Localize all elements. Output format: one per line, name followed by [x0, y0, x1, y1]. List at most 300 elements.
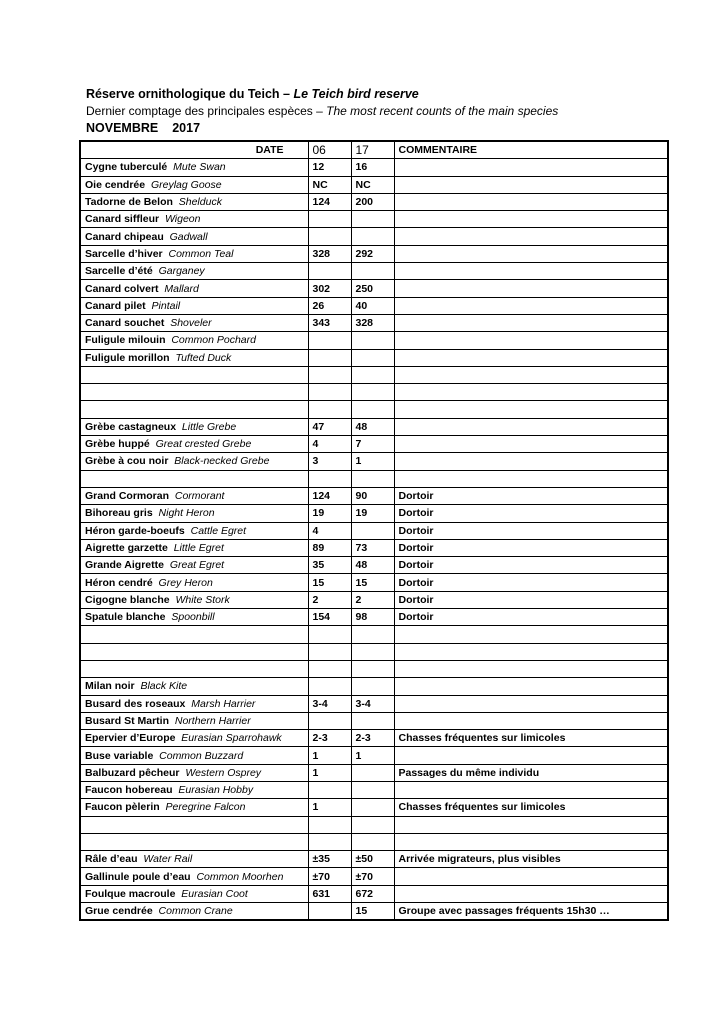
count-day-1: 343 — [308, 314, 351, 331]
species-cell — [80, 885, 308, 902]
table-row — [80, 470, 668, 487]
subtitle-separator: – — [312, 104, 327, 118]
count-day-1: 89 — [308, 539, 351, 556]
species-name-fr: Canard souchet — [85, 317, 165, 330]
comment-cell — [394, 678, 668, 695]
species-name-en: Eurasian Sparrohawk — [181, 732, 282, 745]
comment-cell — [394, 401, 668, 418]
count-day-2: ±50 — [351, 851, 394, 868]
table-row — [80, 280, 668, 297]
comment-cell — [394, 332, 668, 349]
table-row — [80, 764, 668, 781]
comment-cell — [394, 643, 668, 660]
species-name-en: Common Buzzard — [159, 749, 244, 762]
table-row — [80, 747, 668, 764]
comment-cell — [394, 297, 668, 314]
count-day-1 — [308, 903, 351, 921]
table-row — [80, 176, 668, 193]
comment-cell — [394, 349, 668, 366]
count-day-2: ±70 — [351, 868, 394, 885]
table-row — [80, 211, 668, 228]
comment-cell — [394, 781, 668, 798]
count-day-1 — [308, 816, 351, 833]
count-day-1: 12 — [308, 159, 351, 176]
species-cell — [80, 851, 308, 868]
count-period — [86, 120, 558, 137]
comment-cell — [394, 833, 668, 850]
species-name-en: Spoonbill — [171, 611, 215, 624]
table-row — [80, 574, 668, 591]
table-row — [80, 609, 668, 626]
table-row — [80, 193, 668, 210]
count-day-1 — [308, 626, 351, 643]
species-name-en: Black Kite — [140, 680, 188, 693]
comment-cell: Dortoir — [394, 539, 668, 556]
count-day-2 — [351, 799, 394, 816]
count-day-1: 3 — [308, 453, 351, 470]
species-name-fr: Milan noir — [85, 680, 135, 693]
count-day-1: 328 — [308, 245, 351, 262]
count-day-2 — [351, 349, 394, 366]
species-name-fr: Fuligule milouin — [85, 334, 166, 347]
species-name-en: Great crested Grebe — [155, 438, 252, 451]
species-cell — [80, 574, 308, 591]
table-row — [80, 453, 668, 470]
species-name-fr: Héron cendré — [85, 576, 153, 589]
species-name-fr: Tadorne de Belon — [85, 196, 173, 209]
species-cell — [80, 695, 308, 712]
species-name-en: Shoveler — [170, 317, 212, 330]
species-name-fr: Balbuzard pêcheur — [85, 766, 180, 779]
species-name-en: Shelduck — [178, 196, 222, 209]
count-day-1: 15 — [308, 574, 351, 591]
count-day-1: 47 — [308, 418, 351, 435]
species-cell — [80, 193, 308, 210]
species-cell — [80, 487, 308, 504]
species-cell — [80, 245, 308, 262]
count-day-1 — [308, 349, 351, 366]
comment-cell — [394, 366, 668, 383]
species-cell — [80, 159, 308, 176]
species-cell — [80, 470, 308, 487]
comment-cell — [394, 436, 668, 453]
count-day-1: 1 — [308, 764, 351, 781]
document-header — [86, 86, 558, 137]
species-name-en: Eurasian Hobby — [178, 784, 254, 797]
bird-count-table — [79, 140, 669, 921]
table-row — [80, 487, 668, 504]
species-cell — [80, 626, 308, 643]
species-cell — [80, 280, 308, 297]
count-day-1: 1 — [308, 799, 351, 816]
comment-cell — [394, 228, 668, 245]
species-name-fr: Sarcelle d’hiver — [85, 247, 163, 260]
count-day-2 — [351, 228, 394, 245]
table-row — [80, 366, 668, 383]
species-cell — [80, 436, 308, 453]
species-cell — [80, 522, 308, 539]
count-day-2: 19 — [351, 505, 394, 522]
species-cell — [80, 297, 308, 314]
species-cell — [80, 816, 308, 833]
count-day-2: 672 — [351, 885, 394, 902]
species-name-en: Tufted Duck — [175, 351, 232, 364]
count-day-1 — [308, 660, 351, 677]
count-day-2 — [351, 816, 394, 833]
header-day-2: 17 — [351, 141, 394, 159]
table-row — [80, 245, 668, 262]
count-day-1 — [308, 332, 351, 349]
count-day-1 — [308, 678, 351, 695]
species-name-en: Black-necked Grebe — [174, 455, 270, 468]
species-cell — [80, 833, 308, 850]
species-cell — [80, 401, 308, 418]
comment-cell: Dortoir — [394, 487, 668, 504]
species-name-fr: Canard chipeau — [85, 230, 164, 243]
count-year: 2017 — [172, 121, 201, 135]
count-day-1: 1 — [308, 747, 351, 764]
comment-cell: Dortoir — [394, 505, 668, 522]
count-day-2 — [351, 470, 394, 487]
comment-cell — [394, 314, 668, 331]
page-title — [86, 86, 558, 103]
species-name-en: Wigeon — [164, 213, 201, 226]
count-day-1: 2-3 — [308, 730, 351, 747]
count-day-2 — [351, 626, 394, 643]
count-day-2: 328 — [351, 314, 394, 331]
count-day-1 — [308, 263, 351, 280]
count-day-2: 2 — [351, 591, 394, 608]
comment-cell: Dortoir — [394, 609, 668, 626]
species-name-fr: Oie cendrée — [85, 178, 146, 191]
table-row — [80, 868, 668, 885]
table-row — [80, 332, 668, 349]
species-name-en: Peregrine Falcon — [165, 801, 246, 814]
species-cell — [80, 643, 308, 660]
count-day-1: ±35 — [308, 851, 351, 868]
table-row — [80, 557, 668, 574]
table-row — [80, 384, 668, 401]
species-name-en: Common Teal — [168, 247, 234, 260]
species-cell — [80, 228, 308, 245]
count-day-1 — [308, 366, 351, 383]
title-fr: Réserve ornithologique du Teich — [86, 87, 280, 101]
species-name-fr: Héron garde-boeufs — [85, 524, 185, 537]
species-cell — [80, 505, 308, 522]
species-name-fr: Buse variable — [85, 749, 154, 762]
species-name-en: Common Moorhen — [196, 870, 284, 883]
species-name-fr: Canard siffleur — [85, 213, 160, 226]
comment-cell — [394, 885, 668, 902]
count-day-1 — [308, 833, 351, 850]
count-day-2 — [351, 263, 394, 280]
comment-cell: Groupe avec passages fréquents 15h30 … — [394, 903, 668, 921]
species-name-fr: Busard des roseaux — [85, 697, 186, 710]
species-cell — [80, 176, 308, 193]
count-day-2 — [351, 764, 394, 781]
species-name-fr: Bihoreau gris — [85, 507, 153, 520]
species-cell — [80, 764, 308, 781]
count-day-2: 48 — [351, 557, 394, 574]
count-day-2: 16 — [351, 159, 394, 176]
species-name-fr: Aigrette garzette — [85, 541, 168, 554]
table-row — [80, 851, 668, 868]
table-row — [80, 591, 668, 608]
count-day-1 — [308, 384, 351, 401]
species-name-en: Great Egret — [169, 559, 225, 572]
count-day-1: 19 — [308, 505, 351, 522]
species-name-fr: Canard pilet — [85, 299, 146, 312]
species-name-en: Water Rail — [143, 853, 193, 866]
species-name-fr: Grue cendrée — [85, 905, 153, 918]
species-name-fr: Epervier d’Europe — [85, 732, 176, 745]
count-day-1: 35 — [308, 557, 351, 574]
species-cell — [80, 366, 308, 383]
count-day-1 — [308, 228, 351, 245]
count-day-2: 7 — [351, 436, 394, 453]
species-name-en: White Stork — [175, 593, 230, 606]
table-row — [80, 314, 668, 331]
species-cell — [80, 349, 308, 366]
species-name-fr: Cigogne blanche — [85, 593, 170, 606]
count-day-2: 292 — [351, 245, 394, 262]
count-day-2: 40 — [351, 297, 394, 314]
species-cell — [80, 799, 308, 816]
comment-cell — [394, 747, 668, 764]
comment-cell — [394, 660, 668, 677]
count-day-2 — [351, 366, 394, 383]
comment-cell — [394, 280, 668, 297]
species-cell — [80, 781, 308, 798]
count-day-2 — [351, 712, 394, 729]
table-row — [80, 781, 668, 798]
count-day-1: 302 — [308, 280, 351, 297]
species-cell — [80, 263, 308, 280]
table-row — [80, 730, 668, 747]
comment-cell — [394, 263, 668, 280]
table-row — [80, 643, 668, 660]
count-day-1: NC — [308, 176, 351, 193]
subtitle-fr: Dernier comptage des principales espèces — [86, 104, 313, 118]
table-row — [80, 799, 668, 816]
species-name-fr: Grand Cormoran — [85, 490, 170, 503]
table-row — [80, 660, 668, 677]
comment-cell — [394, 418, 668, 435]
table-row — [80, 678, 668, 695]
table-row — [80, 695, 668, 712]
species-name-fr: Grèbe huppé — [85, 438, 150, 451]
table-row — [80, 159, 668, 176]
subtitle-en: The most recent counts of the main species — [326, 104, 559, 118]
species-name-en: Pintail — [151, 299, 181, 312]
species-name-fr: Grande Aigrette — [85, 559, 164, 572]
table-row — [80, 712, 668, 729]
species-cell — [80, 453, 308, 470]
comment-cell — [394, 695, 668, 712]
comment-cell: Chasses fréquentes sur limicoles — [394, 799, 668, 816]
species-cell — [80, 314, 308, 331]
header-day-1: 06 — [308, 141, 351, 159]
species-name-fr: Faucon hobereau — [85, 784, 173, 797]
species-name-en: Eurasian Coot — [181, 887, 248, 900]
comment-cell: Chasses fréquentes sur limicoles — [394, 730, 668, 747]
species-name-en: Little Egret — [173, 541, 224, 554]
count-day-2 — [351, 643, 394, 660]
comment-cell — [394, 453, 668, 470]
species-name-en: Garganey — [158, 265, 205, 278]
count-day-1: 631 — [308, 885, 351, 902]
page-subtitle — [86, 103, 558, 120]
species-name-fr: Sarcelle d’été — [85, 265, 153, 278]
title-en: Le Teich bird reserve — [293, 87, 419, 101]
comment-cell: Dortoir — [394, 574, 668, 591]
comment-cell — [394, 211, 668, 228]
comment-cell: Dortoir — [394, 522, 668, 539]
count-day-1 — [308, 211, 351, 228]
count-day-1: 4 — [308, 436, 351, 453]
species-cell — [80, 609, 308, 626]
species-name-en: Mallard — [164, 282, 199, 295]
species-name-en: Mute Swan — [173, 161, 226, 174]
species-cell — [80, 557, 308, 574]
species-cell — [80, 903, 308, 921]
species-name-fr: Spatule blanche — [85, 611, 166, 624]
species-cell — [80, 678, 308, 695]
comment-cell — [394, 159, 668, 176]
count-day-2: 48 — [351, 418, 394, 435]
species-name-en: Northern Harrier — [174, 714, 251, 727]
count-day-2 — [351, 660, 394, 677]
species-cell — [80, 868, 308, 885]
species-name-en: Cattle Egret — [190, 524, 247, 537]
species-name-fr: Grèbe à cou noir — [85, 455, 169, 468]
species-cell — [80, 418, 308, 435]
count-day-1: 3-4 — [308, 695, 351, 712]
table-row — [80, 626, 668, 643]
count-day-1: 154 — [308, 609, 351, 626]
count-day-2: 250 — [351, 280, 394, 297]
species-name-en: Common Pochard — [171, 334, 256, 347]
species-name-fr: Gallinule poule d’eau — [85, 870, 191, 883]
comment-cell — [394, 176, 668, 193]
species-name-en: Greylag Goose — [150, 178, 222, 191]
comment-cell — [394, 384, 668, 401]
count-day-1: 4 — [308, 522, 351, 539]
count-day-1 — [308, 643, 351, 660]
species-name-fr: Fuligule morillon — [85, 351, 170, 364]
species-name-en: Gadwall — [169, 230, 208, 243]
count-day-2 — [351, 332, 394, 349]
species-name-fr: Grèbe castagneux — [85, 420, 177, 433]
species-cell — [80, 539, 308, 556]
comment-cell — [394, 245, 668, 262]
species-name-en: Marsh Harrier — [191, 697, 256, 710]
count-day-1: 124 — [308, 487, 351, 504]
count-month: NOVEMBRE — [86, 121, 159, 135]
count-day-2 — [351, 522, 394, 539]
comment-cell: Dortoir — [394, 591, 668, 608]
count-day-2: 200 — [351, 193, 394, 210]
table-header-row — [80, 141, 668, 159]
count-day-1: 124 — [308, 193, 351, 210]
count-day-2: NC — [351, 176, 394, 193]
comment-cell: Arrivée migrateurs, plus visibles — [394, 851, 668, 868]
table-row — [80, 833, 668, 850]
comment-cell — [394, 626, 668, 643]
comment-cell — [394, 868, 668, 885]
title-separator: – — [279, 87, 294, 101]
count-day-2: 73 — [351, 539, 394, 556]
count-day-1 — [308, 401, 351, 418]
count-day-2: 2-3 — [351, 730, 394, 747]
species-cell — [80, 730, 308, 747]
table-row — [80, 228, 668, 245]
count-day-1 — [308, 712, 351, 729]
comment-cell: Passages du même individu — [394, 764, 668, 781]
count-day-2: 15 — [351, 574, 394, 591]
count-day-2: 98 — [351, 609, 394, 626]
species-name-en: Night Heron — [158, 507, 215, 520]
count-day-1: 26 — [308, 297, 351, 314]
count-day-2: 1 — [351, 747, 394, 764]
table-row — [80, 505, 668, 522]
count-day-2 — [351, 384, 394, 401]
species-cell — [80, 332, 308, 349]
count-day-2 — [351, 211, 394, 228]
species-cell — [80, 591, 308, 608]
species-cell — [80, 712, 308, 729]
count-day-1: 2 — [308, 591, 351, 608]
table-row — [80, 903, 668, 921]
count-day-1: ±70 — [308, 868, 351, 885]
table-row — [80, 436, 668, 453]
table-row — [80, 885, 668, 902]
species-name-fr: Canard colvert — [85, 282, 159, 295]
table-row — [80, 401, 668, 418]
comment-cell — [394, 816, 668, 833]
species-name-en: Cormorant — [174, 490, 225, 503]
count-day-2: 15 — [351, 903, 394, 921]
species-name-en: Western Osprey — [185, 766, 262, 779]
comment-cell — [394, 712, 668, 729]
header-comment: COMMENTAIRE — [394, 141, 668, 159]
comment-cell — [394, 470, 668, 487]
count-day-2 — [351, 833, 394, 850]
header-date: DATE — [80, 141, 308, 159]
species-name-fr: Cygne tuberculé — [85, 161, 168, 174]
table-row — [80, 816, 668, 833]
comment-cell — [394, 193, 668, 210]
table-row — [80, 349, 668, 366]
species-cell — [80, 211, 308, 228]
table-row — [80, 263, 668, 280]
count-day-2: 1 — [351, 453, 394, 470]
count-day-2: 3-4 — [351, 695, 394, 712]
comment-cell: Dortoir — [394, 557, 668, 574]
species-name-en: Little Grebe — [181, 420, 237, 433]
species-name-en: Common Crane — [158, 905, 233, 918]
count-day-2: 90 — [351, 487, 394, 504]
species-cell — [80, 660, 308, 677]
species-name-fr: Foulque macroule — [85, 887, 176, 900]
table-row — [80, 522, 668, 539]
count-day-2 — [351, 401, 394, 418]
count-day-2 — [351, 781, 394, 798]
count-day-1 — [308, 470, 351, 487]
count-day-2 — [351, 678, 394, 695]
species-cell — [80, 384, 308, 401]
table-row — [80, 539, 668, 556]
